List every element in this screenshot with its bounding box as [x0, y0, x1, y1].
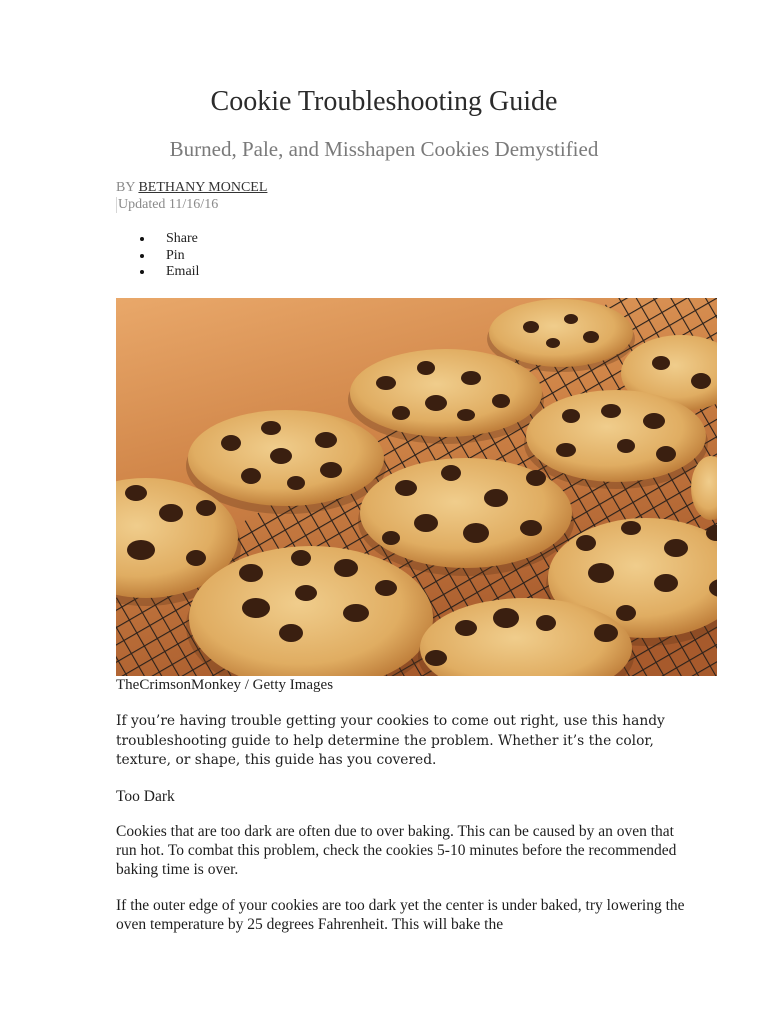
body-paragraph: If the outer edge of your cookies are too dark yet the center is under baked, try lowering the oven temperature by 25 degrees Fahrenheit. This will bake the [116, 897, 685, 933]
pin-link[interactable]: Pin [166, 248, 199, 265]
email-link[interactable]: Email [166, 264, 200, 279]
byline-prefix: BY [116, 180, 135, 195]
byline [116, 180, 267, 196]
section-heading-too-dark: Too Dark [116, 788, 175, 805]
article-subtitle: Burned, Pale, and Misshapen Cookies Demystified [169, 137, 599, 161]
updated-date: Updated 11/16/16 [118, 197, 219, 212]
cookie-photo [116, 298, 717, 676]
article-title: Cookie Troubleshooting Guide [210, 86, 558, 117]
body-paragraph: Cookies that are too dark are often due to over baking. This can be caused by an oven that run hot. To combat this problem, check the cookies 5-10 minutes before the recommended baking time is over. [116, 823, 677, 878]
image-caption: TheCrimsonMonkey / Getty Images [116, 677, 334, 693]
share-link[interactable]: Share [166, 231, 198, 246]
intro-paragraph: If you’re having trouble getting your cookies to come out right, use this handy troubleshooting guide to help determine the problem. Whether it’s the color, texture, or shape, this guide has you covered. [116, 713, 665, 768]
author-link[interactable]: BETHANY MONCEL [138, 180, 268, 195]
share-list [166, 231, 199, 281]
